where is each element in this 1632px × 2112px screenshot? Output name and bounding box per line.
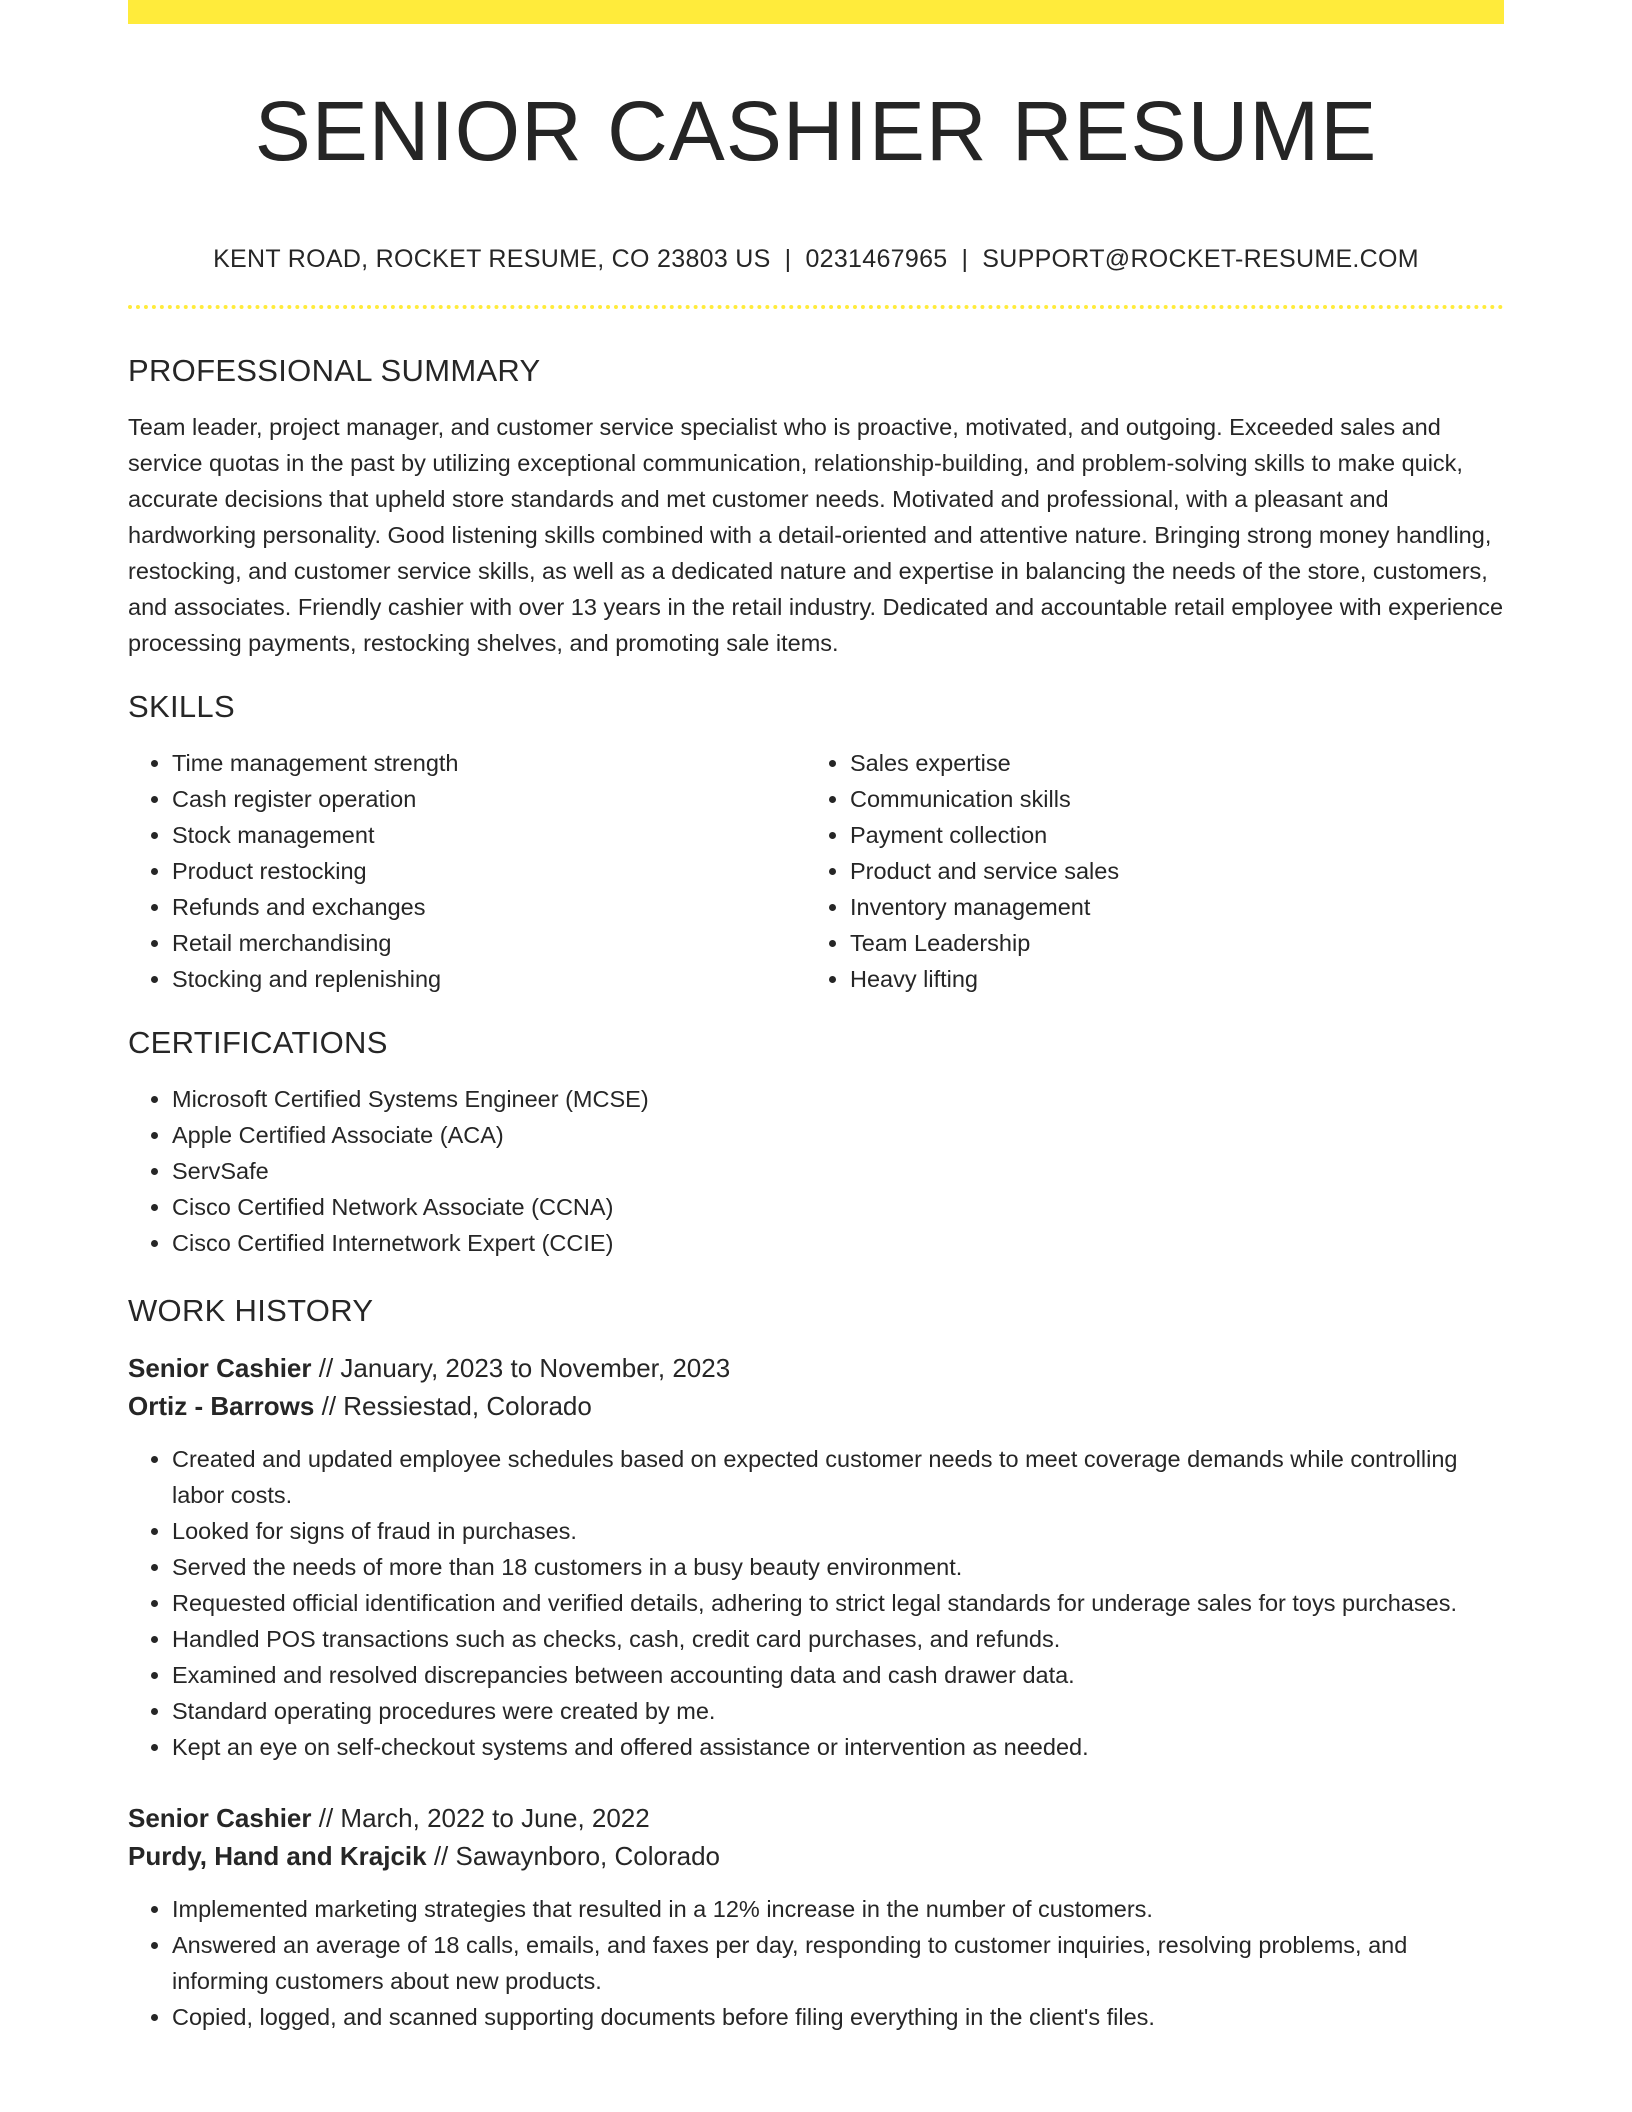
certification-item: • Apple Certified Associate (ACA) <box>172 1117 1504 1153</box>
job-dates: // March, 2022 to June, 2022 <box>311 1803 650 1833</box>
skill-item: • Stock management <box>172 817 806 853</box>
skills-list-right <box>806 745 1484 997</box>
work-history-heading: WORK HISTORY <box>128 1293 374 1328</box>
job-bullets <box>128 1441 1504 1765</box>
contact-address: KENT ROAD, ROCKET RESUME, CO 23803 US <box>213 245 771 273</box>
skill-item: • Refunds and exchanges <box>172 889 806 925</box>
job-bullets <box>128 1891 1504 2035</box>
skill-item: • Inventory management <box>850 889 1484 925</box>
job-title: Senior Cashier <box>128 1353 312 1383</box>
contact-line <box>128 243 1504 275</box>
contact-email: SUPPORT@ROCKET-RESUME.COM <box>982 245 1419 273</box>
skill-item: • Retail merchandising <box>172 925 806 961</box>
job-bullet: • Standard operating procedures were created by me. <box>172 1693 1504 1729</box>
certification-item: • Cisco Certified Network Associate (CCNA) <box>172 1189 1504 1225</box>
skill-item: • Product restocking <box>172 853 806 889</box>
job-bullet: • Kept an eye on self-checkout systems and offered assistance or intervention as needed. <box>172 1729 1504 1765</box>
certification-item: • ServSafe <box>172 1153 1504 1189</box>
job-title: Senior Cashier <box>128 1803 312 1833</box>
certification-item: • Cisco Certified Internetwork Expert (CCIE) <box>172 1225 1504 1261</box>
skills-columns <box>128 745 1504 997</box>
job-company-line <box>128 1387 1504 1425</box>
job-bullet: • Handled POS transactions such as checks, cash, credit card purchases, and refunds. <box>172 1621 1504 1657</box>
job-entry <box>128 1799 1504 2035</box>
resume-page <box>128 0 1504 2035</box>
skill-item: • Stocking and replenishing <box>172 961 806 997</box>
job-bullet: • Implemented marketing strategies that resulted in a 12% increase in the number of customers. <box>172 1891 1504 1927</box>
summary-heading: PROFESSIONAL SUMMARY <box>128 353 541 388</box>
contact-phone: 0231467965 <box>805 245 948 273</box>
skill-item: • Time management strength <box>172 745 806 781</box>
skill-item: • Heavy lifting <box>850 961 1484 997</box>
certifications-heading: CERTIFICATIONS <box>128 1025 388 1060</box>
job-bullet: • Served the needs of more than 18 customers in a busy beauty environment. <box>172 1549 1504 1585</box>
dotted-divider <box>128 305 1504 309</box>
summary-text: Team leader, project manager, and customer service specialist who is proactive, motivated, and outgoing. Exceeded sales and service quotas in the past by utilizing exceptional communication, relationship-building, and problem-solving skills to make quick, accurate decisions that upheld store standards and met customer needs. Motivated and professional, with a pleasant and hardworking personality. Good listening skills combined with a detail-oriented and attentive nature. Bringing strong money handling, restocking, and customer service skills, as well as a dedicated nature and expertise in balancing the needs of the store, customers, and associates. Friendly cashier with over 13 years in the retail industry. Dedicated and accountable retail employee with experience processing payments, restocking shelves, and promoting sale items. <box>128 414 1504 656</box>
top-accent-bar <box>128 0 1504 24</box>
job-bullet: • Answered an average of 18 calls, emails, and faxes per day, responding to customer inquiries, resolving problems, and informing customers about new products. <box>172 1927 1504 1999</box>
job-bullet: • Examined and resolved discrepancies between accounting data and cash drawer data. <box>172 1657 1504 1693</box>
job-bullet: • Created and updated employee schedules based on expected customer needs to meet coverage demands while controlling labor costs. <box>172 1441 1504 1513</box>
job-entry <box>128 1349 1504 1765</box>
skill-item: • Cash register operation <box>172 781 806 817</box>
job-title-line <box>128 1349 1504 1387</box>
certifications-list <box>128 1081 1504 1261</box>
job-bullet: • Requested official identification and verified details, adhering to strict legal standards for underage sales for toys purchases. <box>172 1585 1504 1621</box>
skill-item: • Payment collection <box>850 817 1484 853</box>
skill-item: • Sales expertise <box>850 745 1484 781</box>
job-dates: // January, 2023 to November, 2023 <box>311 1353 731 1383</box>
contact-separator: | <box>961 245 969 273</box>
skill-item: • Product and service sales <box>850 853 1484 889</box>
job-title-line <box>128 1799 1504 1837</box>
job-location: // Ressiestad, Colorado <box>314 1391 592 1421</box>
job-bullet: • Looked for signs of fraud in purchases. <box>172 1513 1504 1549</box>
job-company-line <box>128 1837 1504 1875</box>
job-location: // Sawaynboro, Colorado <box>426 1841 720 1871</box>
skills-heading: SKILLS <box>128 689 235 724</box>
job-company: Ortiz - Barrows <box>128 1391 315 1421</box>
page-title: SENIOR CASHIER RESUME <box>254 84 1378 178</box>
job-bullet: • Copied, logged, and scanned supporting documents before filing everything in the client's files. <box>172 1999 1504 2035</box>
skill-item: • Team Leadership <box>850 925 1484 961</box>
contact-separator: | <box>784 245 792 273</box>
certification-item: • Microsoft Certified Systems Engineer (MCSE) <box>172 1081 1504 1117</box>
skills-list-left <box>128 745 806 997</box>
skill-item: • Communication skills <box>850 781 1484 817</box>
job-company: Purdy, Hand and Krajcik <box>128 1841 427 1871</box>
